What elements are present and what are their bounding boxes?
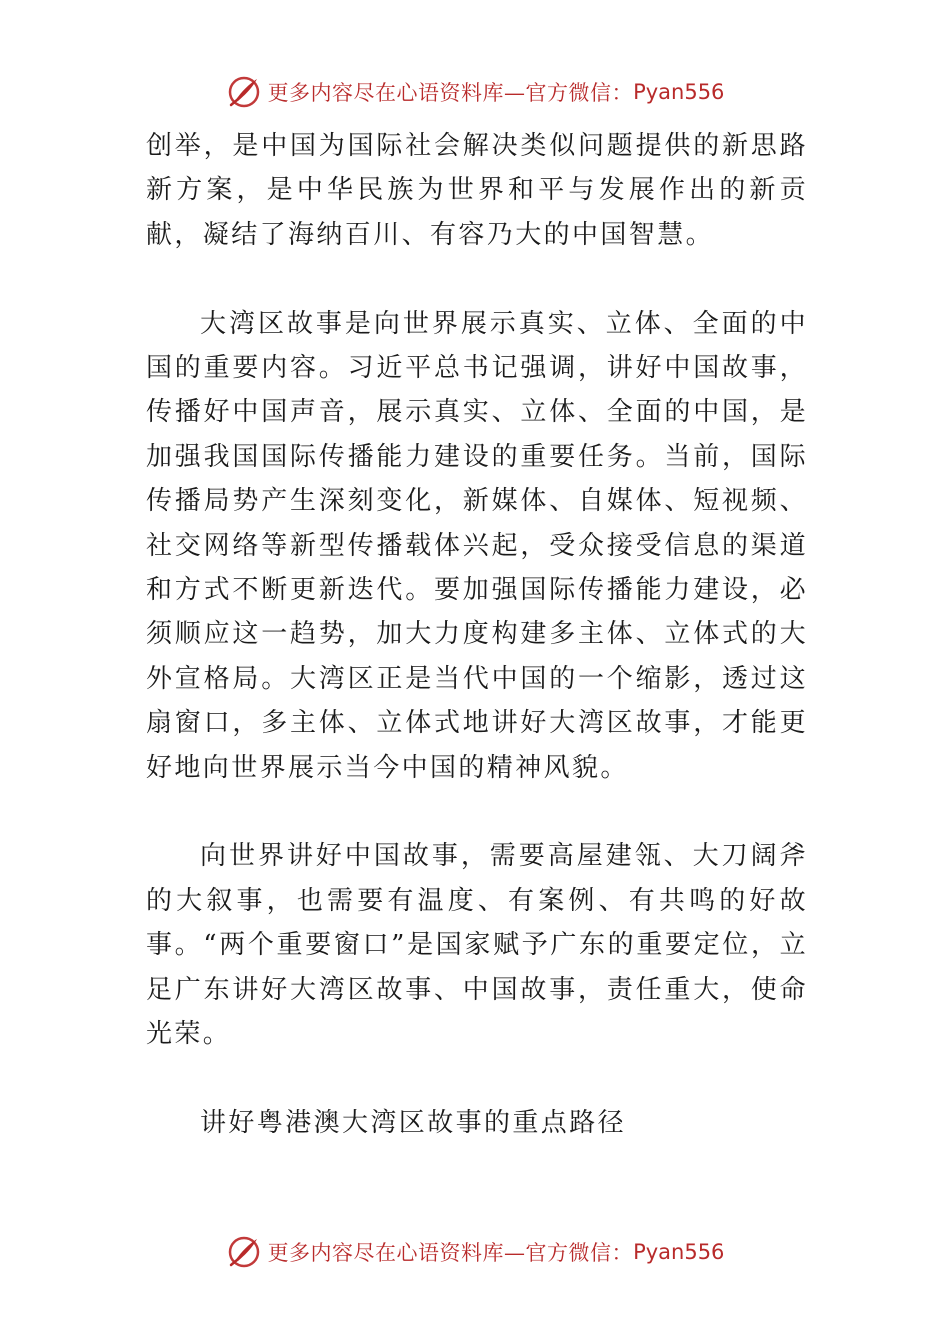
red-quill-logo-icon bbox=[226, 74, 262, 110]
footer-wechat-id: Pyan556 bbox=[633, 1240, 725, 1264]
paragraph-2: 大湾区故事是向世界展示真实、立体、全面的中国的重要内容。习近平总书记强调，讲好中国故事，传播好中国声音，展示真实、立体、全面的中国，是加强我国国际传播能力建设的重要任务。当前，国际传播局势产生深刻变化，新媒体、自媒体、短视频、社交网络等新型传播载体兴起，受众接受信息的渠道和方式不断更新迭代。要加强国际传播能力建设，必须顺应这一趋势，加大力度构建多主体、立体式的大外宣格局。大湾区正是当代中国的一个缩影，透过这扇窗口，多主体、立体式地讲好大湾区故事，才能更好地向世界展示当今中国的精神风貌。 bbox=[146, 308, 808, 783]
header-wechat-id: Pyan556 bbox=[633, 80, 725, 104]
paragraph-1: 创举，是中国为国际社会解决类似问题提供的新思路新方案，是中华民族为世界和平与发展作出的新贡献，凝结了海纳百川、有容乃大的中国智慧。 bbox=[146, 131, 808, 250]
red-quill-logo-icon bbox=[226, 1234, 262, 1270]
header-banner bbox=[0, 72, 950, 112]
header-text: 更多内容尽在心语资料库—官方微信： bbox=[267, 81, 634, 105]
section-heading: 讲好粤港澳大湾区故事的重点路径 bbox=[200, 1107, 627, 1138]
paragraph-3: 向世界讲好中国故事，需要高屋建瓴、大刀阔斧的大叙事，也需要有温度、有案例、有共鸣的好故事。“两个重要窗口”是国家赋予广东的重要定位，立足广东讲好大湾区故事、中国故事，责任重大，使命光荣。 bbox=[146, 841, 808, 1050]
footer-text: 更多内容尽在心语资料库—官方微信： bbox=[267, 1241, 634, 1265]
footer-banner bbox=[0, 1232, 950, 1272]
document-body bbox=[146, 124, 808, 1145]
